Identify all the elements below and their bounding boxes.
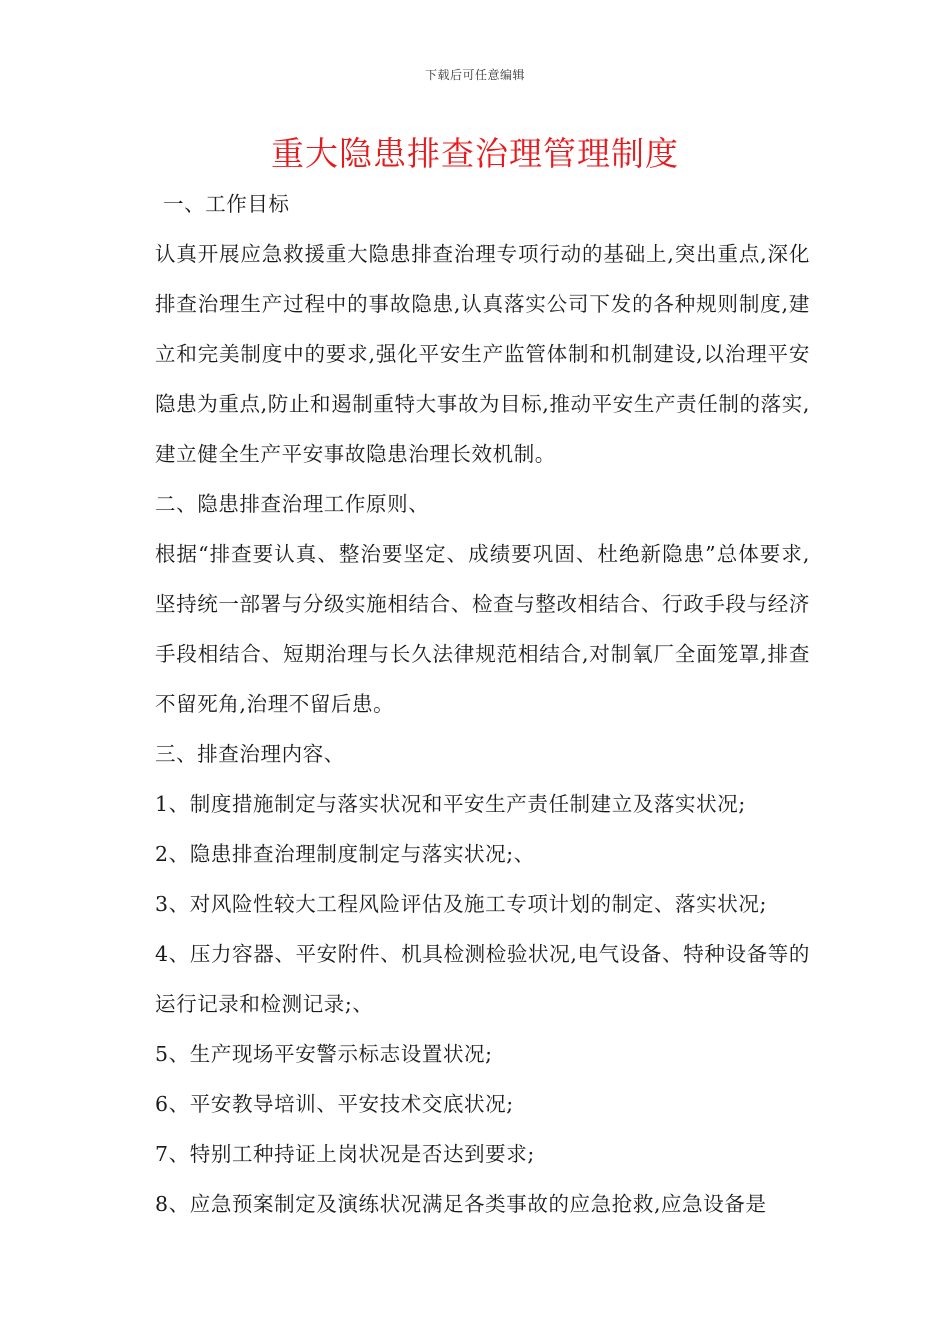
list-item: 7、特别工种持证上岗状况是否达到要求; [155, 1142, 535, 1166]
list-item: 3、对风险性较大工程风险评估及施工专项计划的制定、落实状况; [155, 892, 767, 916]
document-body [145, 179, 810, 1229]
header-note: 下载后可任意编辑 [424, 68, 525, 82]
section-heading-goals: 一、工作目标 [163, 192, 290, 216]
document-title: 重大隐患排查治理管理制度 [271, 134, 679, 173]
list-item: 5、生产现场平安警示标志设置状况; [155, 1042, 493, 1066]
list-item: 1、制度措施制定与落实状况和平安生产责任制建立及落实状况; [155, 792, 746, 816]
list-item: 8、应急预案制定及演练状况满足各类事故的应急抢救,应急设备是 [155, 1192, 767, 1216]
paragraph-principles: 根据“排查要认真、整治要坚定、成绩要巩固、杜绝新隐患”总体要求,坚持统一部署与分级实施相结合、检查与整改相结合、行政手段与经济手段相结合、短期治理与长久法律规范相结合,对制氧厂全面笼罩,排查不留死角,治理不留后患。 [155, 542, 810, 716]
section-heading-principles: 二、隐患排查治理工作原则、 [155, 492, 430, 516]
list-item: 4、压力容器、平安附件、机具检测检验状况,电气设备、特种设备等的运行记录和检测记录;、 [155, 942, 810, 1016]
paragraph-goals: 认真开展应急救援重大隐患排查治理专项行动的基础上,突出重点,深化排查治理生产过程中的事故隐患,认真落实公司下发的各种规则制度,建立和完美制度中的要求,强化平安生产监管体制和机制建设,以治理平安隐患为重点,防止和遏制重特大事故为目标,推动平安生产责任制的落实,建立健全生产平安事故隐患治理长效机制。 [155, 242, 810, 466]
list-item: 6、平安教导培训、平安技术交底状况; [155, 1092, 514, 1116]
list-item: 2、隐患排查治理制度制定与落实状况;、 [155, 842, 535, 866]
section-heading-content: 三、排查治理内容、 [155, 742, 345, 766]
